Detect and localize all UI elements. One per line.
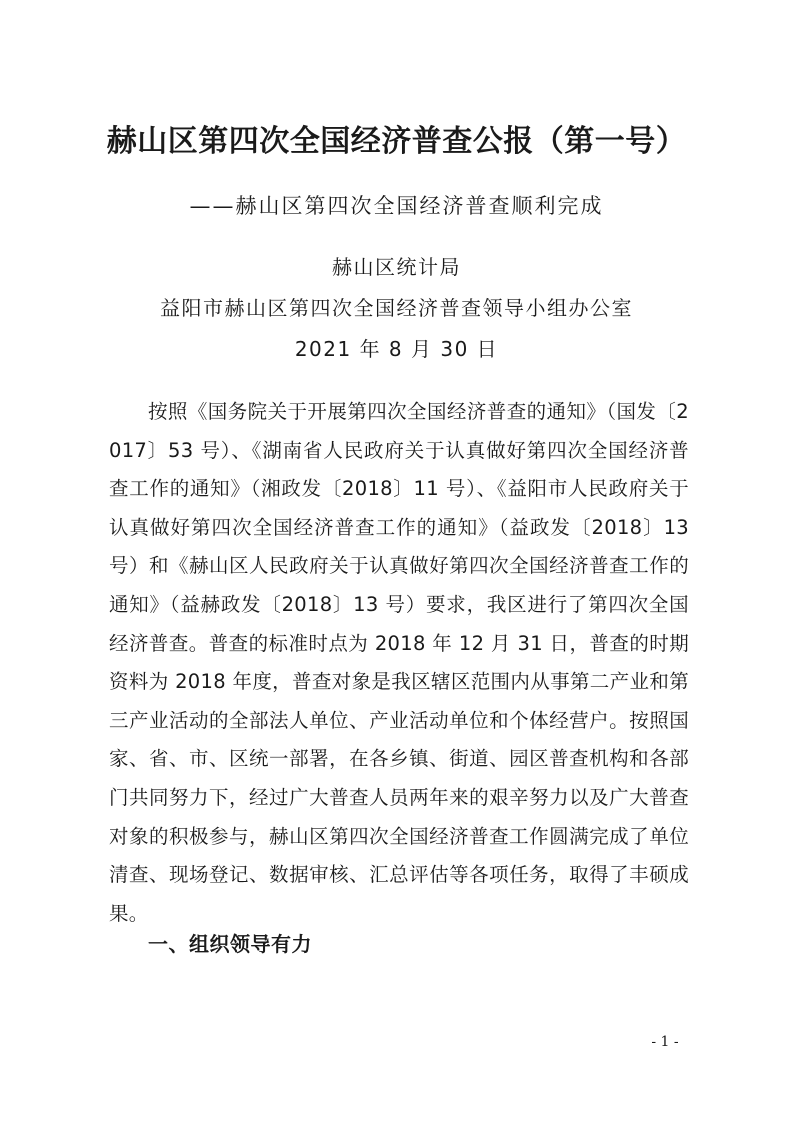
document-title: 赫山区第四次全国经济普查公报（第一号）	[106, 124, 687, 159]
document-subtitle: ——赫山区第四次全国经济普查顺利完成	[189, 194, 604, 218]
body-paragraph: 按照《国务院关于开展第四次全国经济普查的通知》（国发〔2017〕53 号）、《湖南省人民政府关于认真做好第四次全国经济普查工作的通知》（湘政发〔2018〕11 号）、《益阳市人民政府关于认真做好第四次全国经济普查工作的通知》（益政发〔2018〕13 号）和《赫山区人民政府关于认真做好第四次全国经济普查工作的通知》（益赫政发〔2018〕13 号）要求，我区进行了第四次全国经济普查。普查的标准时点为 2018 年 12 月 31 日，普查的时期资料为 2018 年度，普查对象是我区辖区范围内从事第二产业和第三产业活动的全部法人单位、产业活动单位和个体经营户。按照国家、省、市、区统一部署，在各乡镇、街道、园区普查机构和各部门共同努力下，经过广大普查人员两年来的艰辛努力以及广大普查对象的积极参与，赫山区第四次全国经济普查工作圆满完成了单位清查、现场登记、数据审核、汇总评估等各项任务，取得了丰硕成果。	[109, 400, 689, 925]
section-heading: 一、组织领导有力	[148, 932, 312, 956]
issuer-census-office: 益阳市赫山区第四次全国经济普查领导小组办公室	[160, 296, 633, 320]
issuer-statistics-bureau: 赫山区统计局	[332, 255, 461, 279]
page-number: - 1 -	[651, 1034, 679, 1050]
publication-date: 2021 年 8 月 30 日	[294, 337, 499, 361]
